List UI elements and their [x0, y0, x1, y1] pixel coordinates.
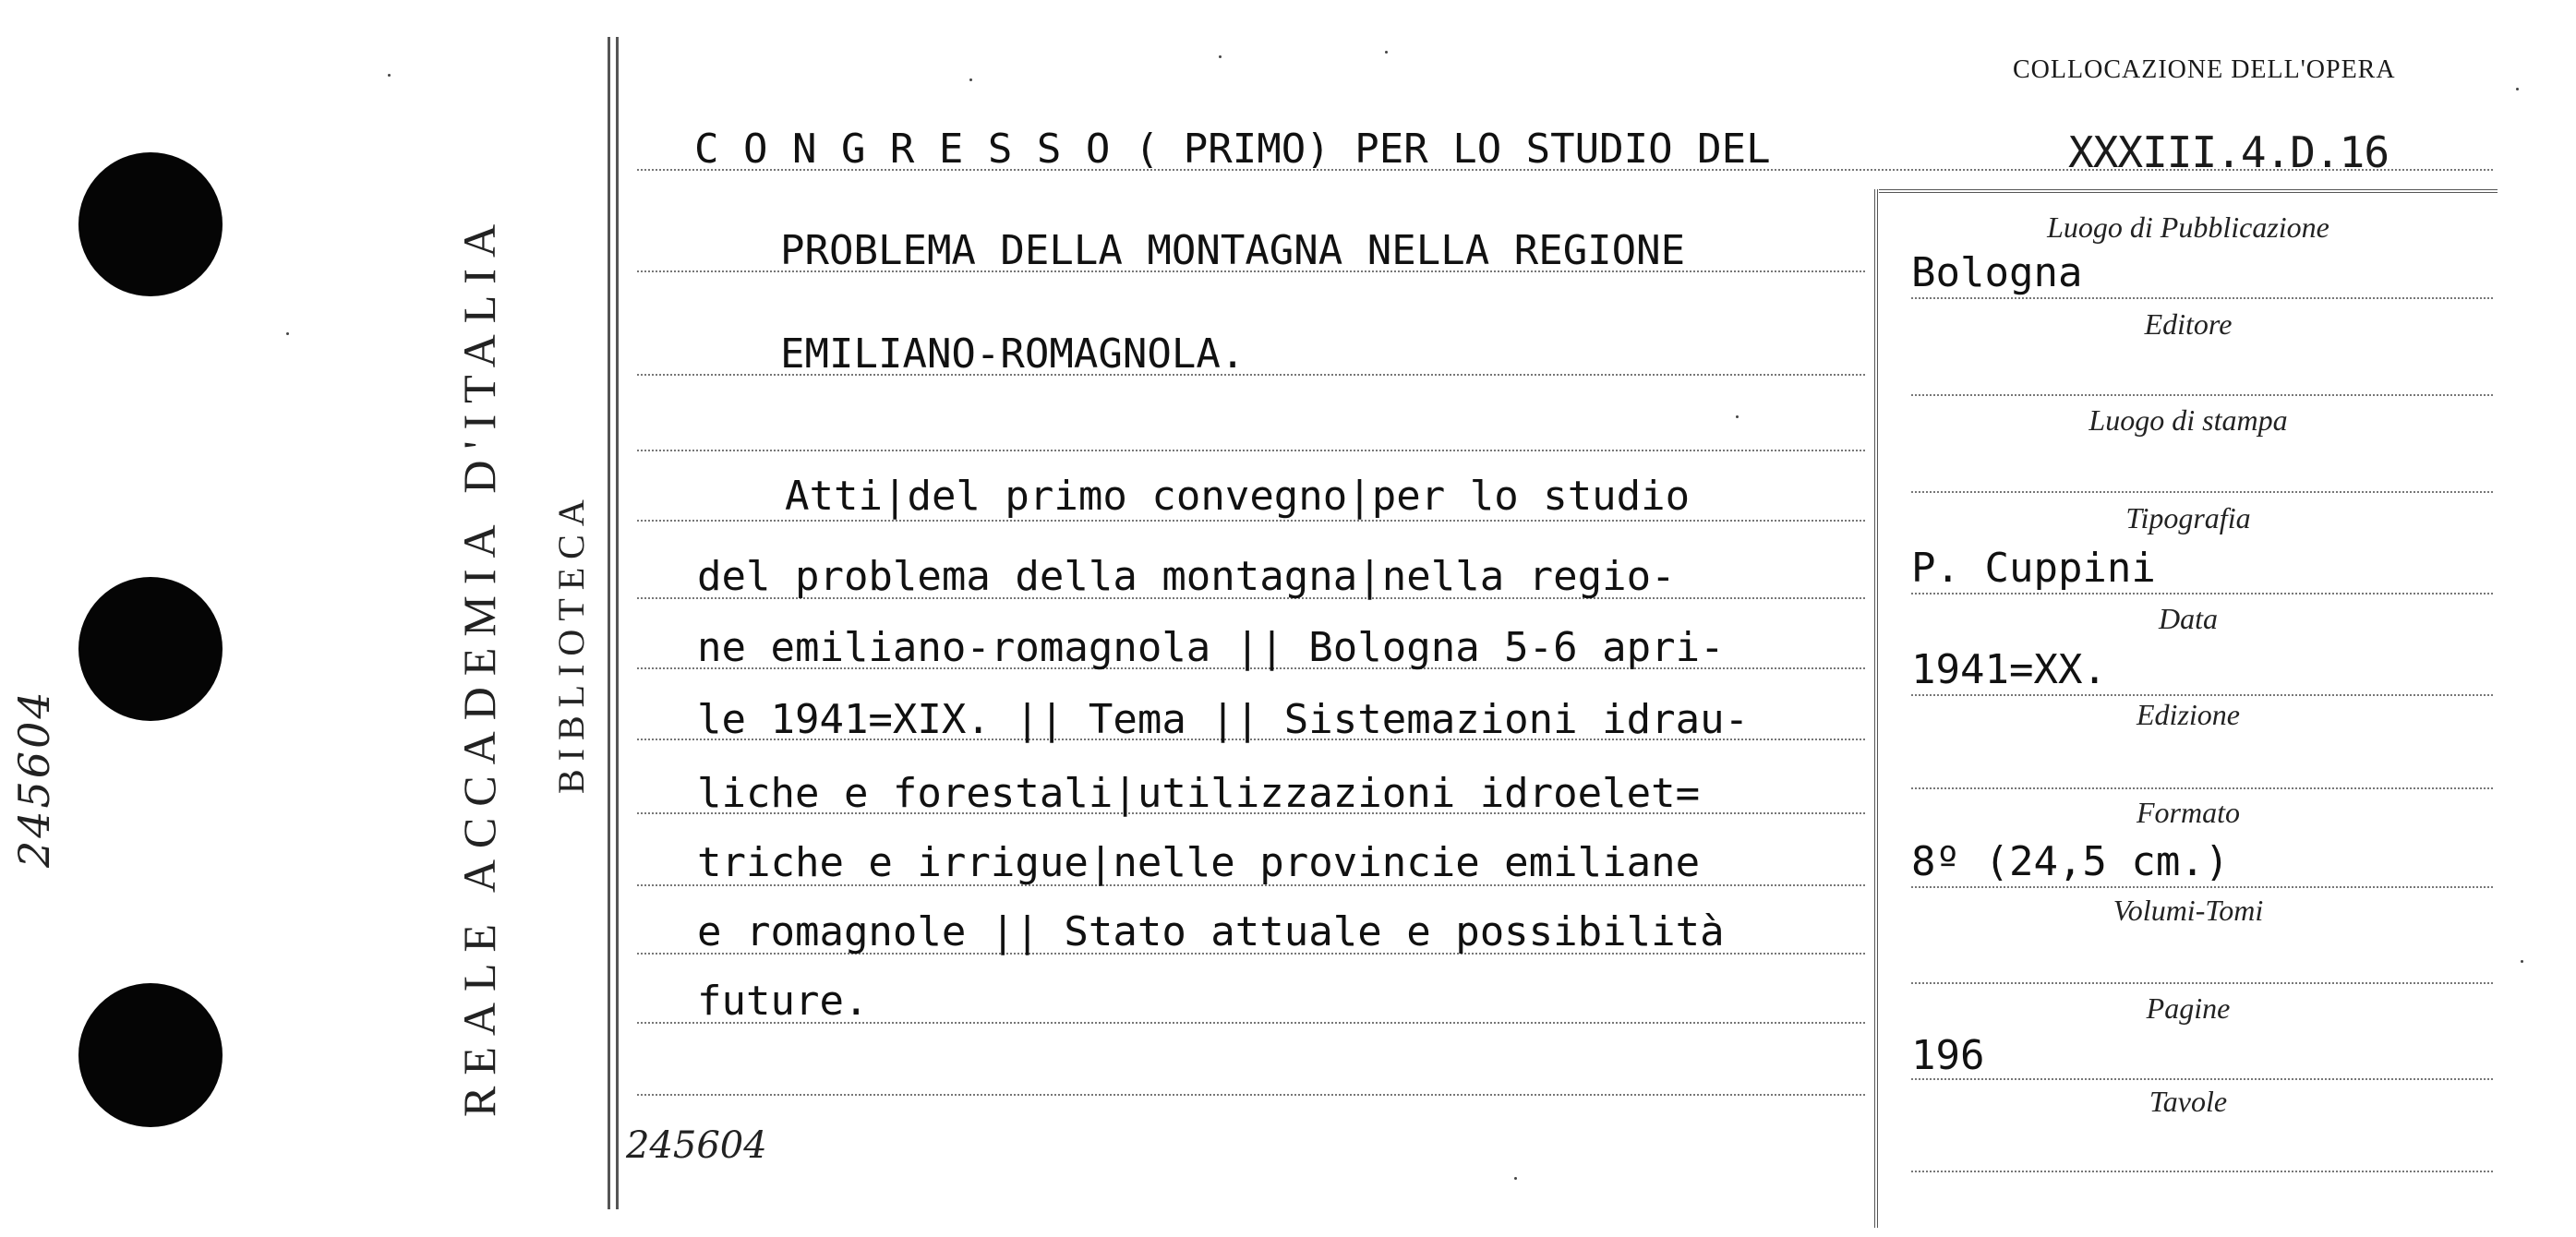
punch-hole-top [78, 152, 223, 296]
field-value-data: 1941=XX. [1911, 646, 2107, 693]
field-label-luogo-pubblicazione: Luogo di Pubblicazione [2047, 210, 2329, 244]
title-line-3: EMILIANO-ROMAGNOLA. [780, 330, 1246, 378]
collocation-label: COLLOCAZIONE DELL'OPERA [2013, 55, 2396, 84]
field-label-edizione: Edizione [2137, 698, 2240, 731]
paper-speck [2516, 88, 2519, 90]
field-line [1911, 694, 2493, 696]
paper-speck [2521, 960, 2523, 963]
description-line-3: ne emiliano-romagnola || Bologna 5-6 apri- [697, 624, 1725, 671]
description-line-7: e romagnole || Stato attuale e possibilità [697, 908, 1725, 955]
left-divider-2 [616, 37, 619, 1209]
field-line [1911, 394, 2493, 396]
field-line [1911, 297, 2493, 299]
punch-hole-middle [78, 577, 223, 721]
inventory-number-footer: 245604 [626, 1124, 767, 1167]
fields-box-top-rule [1879, 189, 2498, 193]
field-label-tipografia: Tipografia [2125, 501, 2251, 534]
paper-speck [969, 78, 972, 81]
description-line-2: del problema della montagna|nella regio- [697, 553, 1676, 600]
paper-speck [286, 332, 289, 335]
field-line [1911, 886, 2493, 888]
field-label-data: Data [2159, 602, 2218, 635]
field-value-formato: 8º (24,5 cm.) [1911, 838, 2230, 885]
field-line [1911, 1171, 2493, 1172]
paper-speck [1514, 1177, 1517, 1180]
description-line-8: future. [697, 978, 869, 1025]
field-line [1911, 982, 2493, 984]
field-label-tavole: Tavole [2149, 1085, 2228, 1118]
title-line-2: PROBLEMA DELLA MONTAGNA NELLA REGIONE [780, 227, 1686, 274]
field-line [1911, 491, 2493, 493]
left-divider-1 [608, 37, 610, 1209]
rule [637, 1094, 1865, 1096]
field-value-luogo-pubblicazione: Bologna [1911, 249, 2083, 296]
description-line-4: le 1941=XIX. || Tema || Sistemazioni idrau- [697, 696, 1750, 743]
paper-speck [388, 74, 391, 77]
paper-speck [1736, 415, 1739, 418]
academy-name: REALE ACCADEMIA D'ITALIA [453, 212, 505, 1117]
field-label-formato: Formato [2137, 796, 2240, 829]
punch-hole-bottom [78, 983, 223, 1127]
field-label-editore: Editore [2144, 307, 2233, 341]
inventory-number-handwritten: 245604 [9, 689, 59, 868]
field-label-luogo-stampa: Luogo di stampa [2088, 403, 2288, 437]
collocation-value: XXXIII.4.D.16 [2068, 127, 2389, 177]
description-line-6: triche e irrigue|nelle provincie emiliane [697, 839, 1701, 886]
rule [637, 450, 1865, 451]
paper-speck [1385, 51, 1388, 54]
field-label-pagine: Pagine [2146, 991, 2231, 1025]
library-name: BIBLIOTECA [550, 491, 592, 794]
paper-speck [1219, 55, 1222, 58]
field-line [1911, 1078, 2493, 1080]
field-line [1911, 593, 2493, 594]
description-line-1: Atti|del primo convegno|per lo studio [785, 473, 1691, 520]
title-line-1: C O N G R E S S O ( PRIMO) PER LO STUDIO DEL [694, 126, 1771, 173]
field-value-tipografia: P. Cuppini [1911, 545, 2156, 592]
description-line-5: liche e forestali|utilizzazioni idroelet= [697, 770, 1701, 817]
field-line [1911, 787, 2493, 789]
field-value-pagine: 196 [1911, 1032, 1985, 1079]
field-label-volumi-tomi: Volumi-Tomi [2113, 894, 2264, 927]
